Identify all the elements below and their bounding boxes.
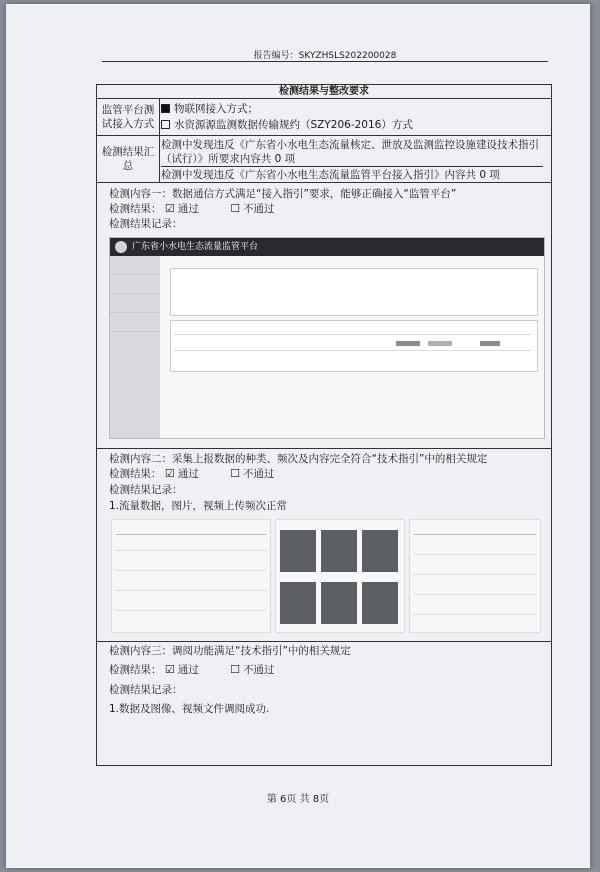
table-divider bbox=[174, 334, 532, 335]
table-title: 检测结果与整改要求 bbox=[279, 86, 369, 97]
photo-thumbnail bbox=[362, 582, 398, 624]
table-divider bbox=[116, 610, 266, 611]
section-3 bbox=[97, 642, 551, 764]
section-2 bbox=[97, 449, 551, 642]
section-3-result: 检测结果： ☑ 通过 ☐ 不通过 bbox=[109, 663, 275, 676]
header-divider bbox=[102, 61, 548, 62]
table-divider bbox=[116, 534, 266, 535]
access-option-2: 水资源源监测数据传输规约（SZY206-2016）方式 bbox=[161, 118, 413, 132]
table-divider bbox=[116, 590, 266, 591]
access-label: 监管平台测试接入方式 bbox=[97, 99, 160, 135]
empty-box-icon: ☐ bbox=[230, 202, 240, 215]
empty-box-icon: ☐ bbox=[230, 663, 240, 676]
platform-screenshot bbox=[109, 237, 545, 439]
section-2-title: 检测内容二：采集上报数据的种类、频次及内容完全符合“技术指引”中的相关规定 bbox=[109, 453, 488, 465]
table-divider bbox=[414, 594, 536, 595]
section-3-record: 检测结果记录： bbox=[109, 684, 183, 696]
section-3-title: 检测内容三：调阅功能满足“技术指引”中的相关规定 bbox=[109, 645, 351, 657]
platform-data-table bbox=[170, 320, 538, 372]
photo-thumbnail bbox=[362, 530, 398, 572]
access-row bbox=[97, 99, 551, 136]
section-1 bbox=[97, 183, 551, 449]
action-button bbox=[396, 341, 420, 346]
table-divider bbox=[414, 574, 536, 575]
results-table bbox=[96, 84, 552, 766]
summary-line-1: 检测中发现违反《广东省小水电生态流量核定、泄放及监测监控设施建设技术指引（试行）》所要求内容共 0 项 bbox=[161, 138, 543, 167]
summary-label: 检测结果汇总 bbox=[97, 136, 160, 182]
table-divider bbox=[414, 614, 536, 615]
photo-thumbnail bbox=[280, 530, 316, 572]
summary-row bbox=[97, 136, 551, 183]
video-list-screenshot bbox=[409, 519, 541, 633]
platform-sidebar bbox=[110, 256, 160, 438]
page-number: 第 6页 共 8页 bbox=[266, 794, 330, 805]
table-divider bbox=[174, 350, 532, 351]
section-3-note: 1.数据及图像、视频文件调阅成功. bbox=[109, 703, 270, 715]
section-1-result: 检测结果： ☑ 通过 ☐ 不通过 bbox=[109, 202, 275, 215]
section-1-record: 检测结果记录： bbox=[109, 218, 183, 230]
summary-line-2: 检测中发现违反《广东省小水电生态流量监管平台接入指引》内容共 0 项 bbox=[161, 169, 500, 181]
report-number: 报告编号：SKYZHSLS202200028 bbox=[253, 51, 397, 61]
photo-thumbnail bbox=[321, 582, 357, 624]
table-divider bbox=[414, 534, 536, 535]
platform-title-bar: 广东省小水电生态流量监管平台 bbox=[110, 238, 544, 256]
flow-data-screenshot bbox=[111, 519, 271, 633]
section-2-record: 检测结果记录： bbox=[109, 484, 183, 496]
section-2-result: 检测结果： ☑ 通过 ☐ 不通过 bbox=[109, 467, 275, 480]
image-gallery-screenshot bbox=[275, 519, 405, 633]
photo-thumbnail bbox=[321, 530, 357, 572]
checked-box-icon: ☑ bbox=[164, 663, 175, 676]
action-button bbox=[428, 341, 452, 346]
table-title-row bbox=[97, 85, 551, 99]
access-option-1: 物联网接入方式； bbox=[161, 102, 258, 116]
empty-box-icon: ☐ bbox=[230, 467, 240, 480]
checkbox-checked bbox=[161, 104, 170, 113]
platform-logo-icon bbox=[115, 241, 127, 253]
section-1-title: 检测内容一：数据通信方式满足“接入指引”要求，能够正确接入“监管平台” bbox=[109, 188, 457, 200]
photo-thumbnail bbox=[280, 582, 316, 624]
checked-box-icon: ☑ bbox=[164, 202, 175, 215]
checked-box-icon: ☑ bbox=[164, 467, 175, 480]
checkbox-empty bbox=[161, 120, 170, 129]
action-button bbox=[480, 341, 500, 346]
table-divider bbox=[116, 550, 266, 551]
platform-search-panel bbox=[170, 268, 538, 316]
document-page bbox=[6, 4, 590, 868]
table-divider bbox=[414, 554, 536, 555]
table-divider bbox=[116, 570, 266, 571]
section-2-note: 1.流量数据，图片，视频上传频次正常 bbox=[109, 500, 288, 512]
